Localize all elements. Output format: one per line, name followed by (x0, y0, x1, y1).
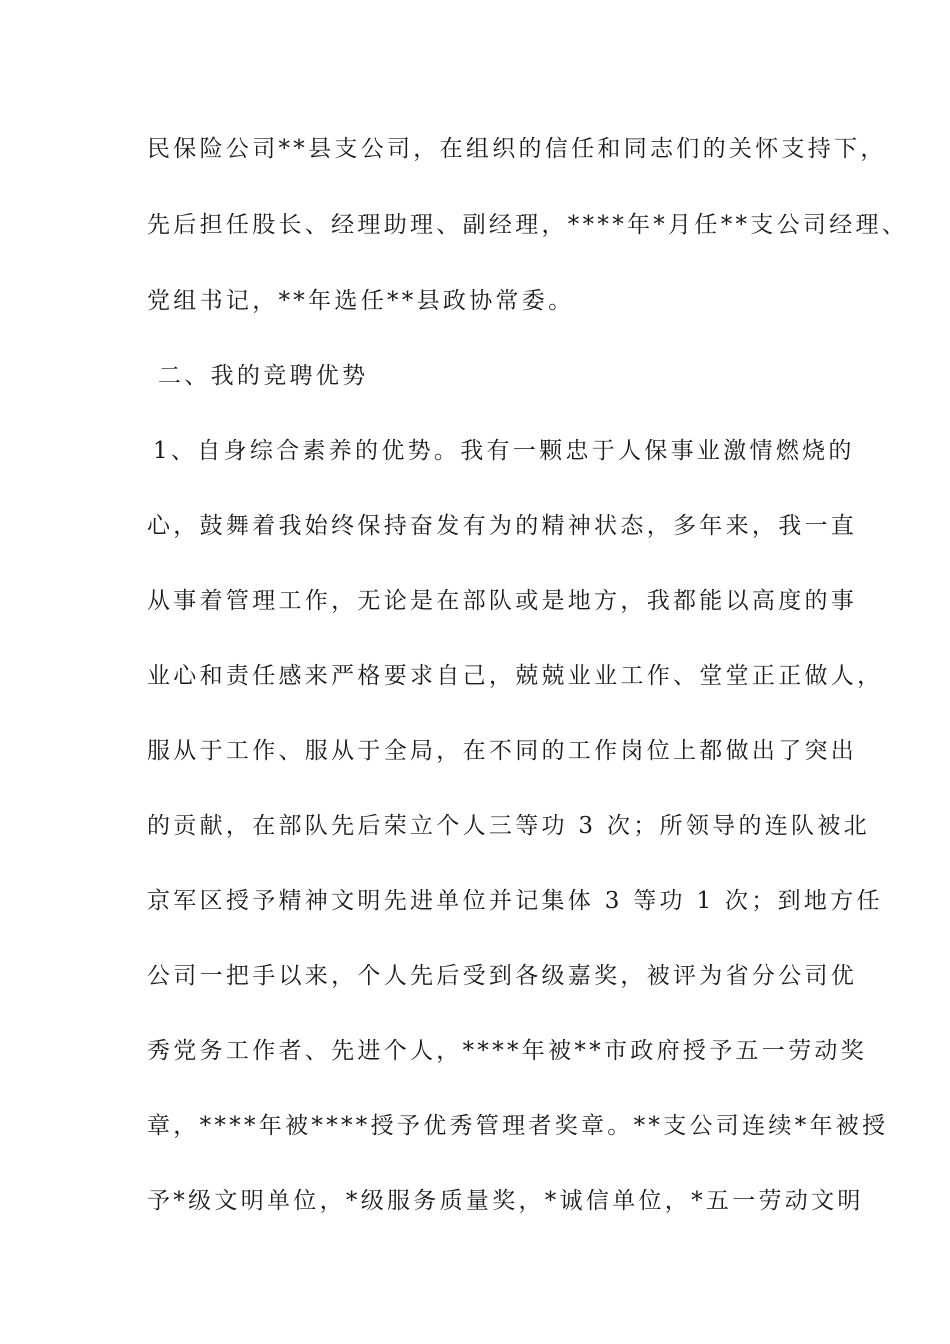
paragraph-line-13: 秀党务工作者、先进个人，****年被**市政府授予五一劳动奖 (147, 1038, 867, 1064)
paragraph-line-6: 心，鼓舞着我始终保持奋发有为的精神状态，多年来，我一直 (147, 513, 858, 539)
paragraph-line-8: 业心和责任感来严格要求自己，兢兢业业工作、堂堂正正做人， (147, 663, 884, 689)
paragraph-line-1: 民保险公司**县支公司，在组织的信任和同志们的关怀支持下， (147, 136, 887, 162)
paragraph-line-12: 公司一把手以来，个人先后受到各级嘉奖，被评为省分公司优 (147, 963, 858, 989)
paragraph-line-10: 的贡献，在部队先后荣立个人三等功 3 次；所领导的连队被北 (147, 813, 870, 839)
paragraph-line-14: 章，****年被****授予优秀管理者奖章。**支公司连续*年被授 (147, 1113, 889, 1139)
paragraph-line-5: 1、自身综合素养的优势。我有一颗忠于人保事业激情燃烧的 (153, 438, 855, 464)
paragraph-line-2: 先后担任股长、经理助理、副经理，****年*月任**支公司经理、 (147, 212, 909, 238)
paragraph-line-11: 京军区授予精神文明先进单位并记集体 3 等功 1 次；到地方任 (147, 888, 883, 914)
section-heading: 二、我的竞聘优势 (158, 363, 369, 389)
paragraph-line-3: 党组书记，**年选任**县政协常委。 (147, 288, 575, 314)
paragraph-line-7: 从事着管理工作，无论是在部队或是地方，我都能以高度的事 (147, 588, 858, 614)
paragraph-line-9: 服从于工作、服从于全局，在不同的工作岗位上都做出了突出 (147, 738, 858, 764)
paragraph-line-15: 予*级文明单位，*级服务质量奖，*诚信单位，*五一劳动文明 (147, 1188, 864, 1214)
